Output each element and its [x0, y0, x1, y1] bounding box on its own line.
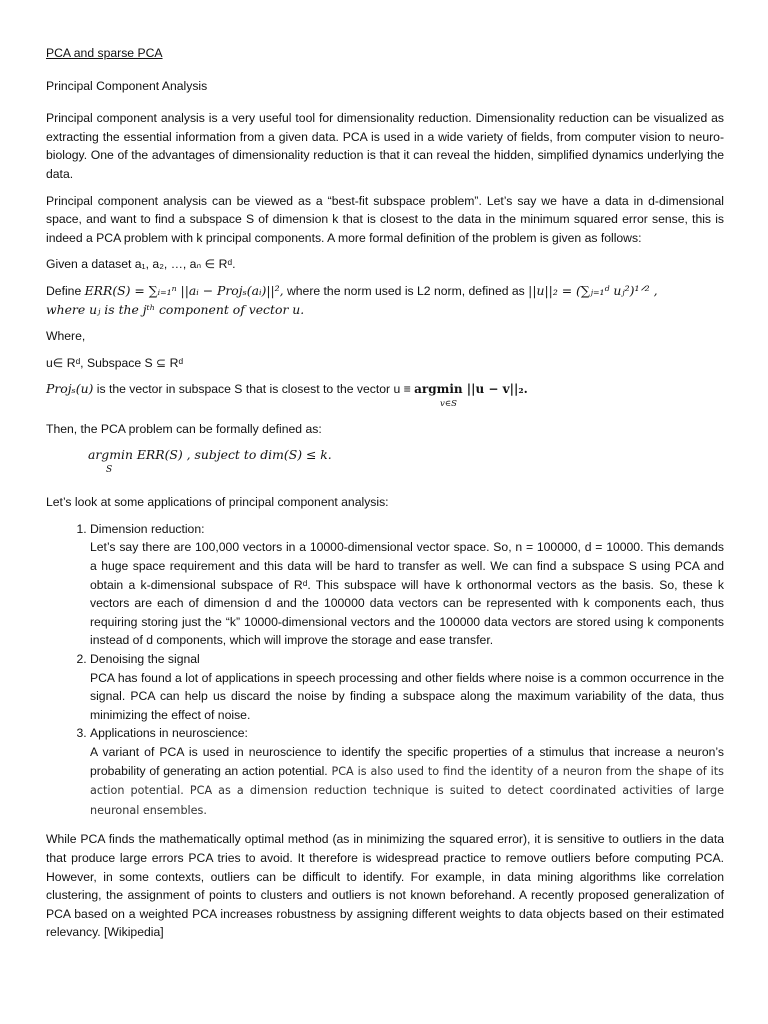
proj-formula: Projₛ(u)	[46, 381, 94, 397]
section-heading: Principal Component Analysis	[46, 78, 208, 93]
dataset-line: Given a dataset a₁, a₂, …, aₙ ∈ Rᵈ.	[46, 257, 236, 272]
doc-title: PCA and sparse PCA	[46, 46, 163, 60]
app-heading-denoising: 2. Denoising the signal	[90, 652, 200, 667]
proj-argmin: argmin ||u − v||₂.	[414, 382, 528, 397]
where-line: u∈ Rᵈ, Subspace S ⊆ Rᵈ	[46, 355, 184, 370]
objective-formula: argmin ERR(S) , subject to dim(S) ≤ k.	[88, 447, 332, 463]
define-tail: where uⱼ is the jᵗʰ component of vector u.	[46, 301, 305, 317]
where-label: Where,	[46, 329, 86, 344]
app-body-denoising: PCA has found a lot of applications in speech processing and other fields where noise is a common occurrence in the signal. PCA can help us discard the noise by finding a subspace along the maximum variability of the data, thus minimizing the effect of noise.	[90, 670, 724, 722]
err-formula: ERR(S) = ∑ᵢ₌₁ⁿ ||aᵢ − Projₛ(aᵢ)||²,	[84, 282, 284, 298]
define-text: where the norm used is L2 norm, defined as	[286, 283, 525, 298]
list-item	[90, 520, 724, 650]
proj-argmin-sub: v∈S	[440, 398, 457, 409]
proj-text: is the vector in subspace S that is closest to the vector u ≡	[96, 382, 411, 397]
then-line: Then, the PCA problem can be formally defined as:	[46, 421, 322, 436]
applications-intro: Let’s look at some applications of principal component analysis:	[46, 495, 389, 510]
list-item	[90, 724, 724, 820]
app-body-neuroscience-2: PCA is also used to find the identity of a neuron from the shape of its action potential. PCA as a dimension reduction technique is suited to detect coordinated activities of large neuronal ensembles.	[90, 764, 724, 817]
norm-formula: ||u||₂ = (∑ⱼ₌₁ᵈ uⱼ²)¹ᐟ² ,	[528, 282, 658, 298]
applications-list	[46, 520, 724, 821]
app-heading-neuroscience: 3. Applications in neuroscience:	[90, 726, 248, 741]
define-line	[46, 282, 724, 319]
objective-sub: S	[106, 464, 113, 475]
pca-objective	[88, 446, 724, 479]
subspace-paragraph: Principal component analysis can be viewed as a “best-fit subspace problem”. Let’s say we have a data in d-dimensional space, and want to find a subspace S of dimension k that is closest to the data in the minimum squared error sense, this is indeed a PCA problem with k principal components. A more formal definition of the problem is given as follows:	[46, 193, 724, 245]
list-item	[90, 650, 724, 724]
document-page	[46, 44, 724, 950]
define-prefix: Define	[46, 283, 82, 298]
app-heading-dimension-reduction: 1. Dimension reduction:	[90, 521, 205, 536]
app-body-neuroscience: A variant of PCA is used in neuroscience to identify the specific properties of a stimulus that increase a neuron’s probability of generating an action potential.	[90, 745, 724, 778]
intro-paragraph: Principal component analysis is a very useful tool for dimensionality reduction. Dimensionality reduction can be visualized as extracting the essential information from a given data. PCA is used in a wide variety of fields, from computer vision to neuro-biology. One of the advantages of dimensionality reduction is that it can reveal the hidden, simplified dynamics underlying the data.	[46, 111, 724, 181]
outliers-paragraph: While PCA finds the mathematically optimal method (as in minimizing the squared error), it is sensitive to outliers in the data that produce large errors PCA tries to avoid. It therefore is widespread practice to remove outliers before computing PCA. However, in some contexts, outliers can be difficult to identify. For example, in data mining algorithms like correlation clustering, the assignment of points to clusters and outliers is not known beforehand. A recently proposed generalization of PCA based on a weighted PCA increases robustness by assigning different weights to data objects based on their estimated relevancy. [Wikipedia]	[46, 832, 724, 940]
app-body-dimension-reduction: Let’s say there are 100,000 vectors in a 10000-dimensional vector space. So, n = 100000, d = 10000. This demands a huge space requirement and this data will be hard to transfer as well. We can find a subspace S using PCA and obtain a k-dimensional subspace of Rᵈ. This subspace will have k orthonormal vectors as the basis. So, these k vectors are each of dimension d and the 100000 data vectors can be represented with k components each, thus requiring storing just the “k” 10000-dimensional vectors and the 100000 data vectors are stored using k components instead of d components, which will improve the storage and ease transfer.	[90, 540, 724, 648]
